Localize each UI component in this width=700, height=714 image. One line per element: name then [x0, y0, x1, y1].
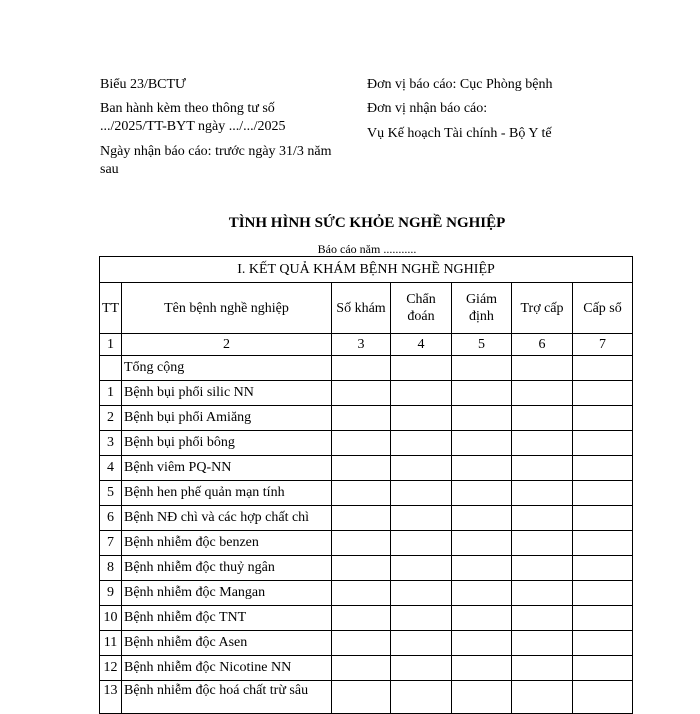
column-number: 4 — [391, 334, 452, 356]
row-number: 12 — [100, 656, 122, 681]
diagnosed-cell — [391, 556, 452, 581]
table-row — [100, 531, 633, 556]
receive-date-line-1: Ngày nhận báo cáo: trước ngày 31/3 năm — [100, 144, 332, 159]
disease-name: Bệnh hen phế quản mạn tính — [122, 481, 332, 506]
row-number: 9 — [100, 581, 122, 606]
examined-cell — [332, 556, 391, 581]
book-issued-cell — [573, 356, 633, 381]
diagnosed-cell — [391, 381, 452, 406]
allowance-cell — [512, 531, 573, 556]
book-issued-cell — [573, 406, 633, 431]
row-number: 3 — [100, 431, 122, 456]
examined-cell — [332, 456, 391, 481]
column-header-tt: TT — [100, 283, 122, 334]
row-number: 2 — [100, 406, 122, 431]
table-row — [100, 406, 633, 431]
column-number: 3 — [332, 334, 391, 356]
diagnosed-cell — [391, 681, 452, 714]
row-number: 6 — [100, 506, 122, 531]
allowance-cell — [512, 431, 573, 456]
disease-name: Tổng cộng — [122, 356, 332, 381]
diagnosed-cell — [391, 506, 452, 531]
disease-name: Bệnh nhiễm độc hoá chất trừ sâu — [122, 681, 332, 714]
diagnosed-cell — [391, 581, 452, 606]
section-title: I. KẾT QUẢ KHÁM BỆNH NGHỀ NGHIỆP — [100, 257, 633, 283]
column-number: 2 — [122, 334, 332, 356]
receiving-unit-label: Đơn vị nhận báo cáo: — [367, 101, 488, 116]
allowance-cell — [512, 631, 573, 656]
assessed-cell — [452, 481, 512, 506]
allowance-cell — [512, 506, 573, 531]
assessed-cell — [452, 456, 512, 481]
disease-name: Bệnh bụi phổi bông — [122, 431, 332, 456]
allowance-cell — [512, 556, 573, 581]
row-number: 5 — [100, 481, 122, 506]
examined-cell — [332, 606, 391, 631]
disease-name: Bệnh nhiễm độc benzen — [122, 531, 332, 556]
examined-cell — [332, 631, 391, 656]
disease-name: Bệnh bụi phổi silic NN — [122, 381, 332, 406]
disease-name: Bệnh bụi phổi Amiăng — [122, 406, 332, 431]
report-title: TÌNH HÌNH SỨC KHỎE NGHỀ NGHIỆP — [228, 215, 506, 231]
report-year: Báo cáo năm ........... — [317, 242, 417, 256]
table-row — [100, 581, 633, 606]
row-number: 10 — [100, 606, 122, 631]
assessed-cell — [452, 356, 512, 381]
allowance-cell — [512, 606, 573, 631]
diagnosed-cell — [391, 356, 452, 381]
examined-cell — [332, 656, 391, 681]
reporting-unit: Đơn vị báo cáo: Cục Phòng bệnh — [367, 77, 553, 92]
disease-name: Bệnh nhiễm độc thuỷ ngân — [122, 556, 332, 581]
examined-cell — [332, 531, 391, 556]
disease-name: Bệnh viêm PQ-NN — [122, 456, 332, 481]
table-row — [100, 381, 633, 406]
table-row — [100, 456, 633, 481]
book-issued-cell — [573, 681, 633, 714]
diagnosed-cell — [391, 631, 452, 656]
assessed-cell — [452, 606, 512, 631]
report-table — [99, 256, 633, 714]
disease-name: Bệnh nhiễm độc TNT — [122, 606, 332, 631]
diagnosed-cell — [391, 606, 452, 631]
column-header-disease-name: Tên bệnh nghề nghiệp — [122, 283, 332, 334]
row-number: 13 — [100, 681, 122, 714]
examined-cell — [332, 431, 391, 456]
column-number: 7 — [573, 334, 633, 356]
disease-name: Bệnh nhiễm độc Asen — [122, 631, 332, 656]
assessed-cell — [452, 506, 512, 531]
table-row — [100, 681, 633, 714]
book-issued-cell — [573, 456, 633, 481]
examined-cell — [332, 581, 391, 606]
book-issued-cell — [573, 556, 633, 581]
book-issued-cell — [573, 506, 633, 531]
row-number — [100, 356, 122, 381]
book-issued-cell — [573, 656, 633, 681]
disease-name: Bệnh nhiễm độc Nicotine NN — [122, 656, 332, 681]
allowance-cell — [512, 356, 573, 381]
book-issued-cell — [573, 631, 633, 656]
receive-date-line-2: sau — [100, 162, 119, 177]
assessed-cell — [452, 556, 512, 581]
table-row — [100, 631, 633, 656]
book-issued-cell — [573, 431, 633, 456]
examined-cell — [332, 381, 391, 406]
table-row — [100, 556, 633, 581]
table-row — [100, 606, 633, 631]
table-row — [100, 506, 633, 531]
receiving-unit: Vụ Kế hoạch Tài chính - Bộ Y tế — [367, 126, 552, 141]
examined-cell — [332, 681, 391, 714]
diagnosed-cell — [391, 656, 452, 681]
disease-name: Bệnh NĐ chì và các hợp chất chì — [122, 506, 332, 531]
allowance-cell — [512, 406, 573, 431]
assessed-cell — [452, 681, 512, 714]
row-number: 11 — [100, 631, 122, 656]
examined-cell — [332, 506, 391, 531]
disease-name: Bệnh nhiễm độc Mangan — [122, 581, 332, 606]
assessed-cell — [452, 656, 512, 681]
issued-by-line-2: .../2025/TT-BYT ngày .../.../2025 — [100, 119, 286, 134]
column-number: 6 — [512, 334, 573, 356]
column-number: 5 — [452, 334, 512, 356]
row-number: 7 — [100, 531, 122, 556]
allowance-cell — [512, 581, 573, 606]
allowance-cell — [512, 681, 573, 714]
column-header-book-issued: Cấp sổ — [573, 283, 633, 334]
column-header-allowance: Trợ cấp — [512, 283, 573, 334]
assessed-cell — [452, 406, 512, 431]
column-number: 1 — [100, 334, 122, 356]
assessed-cell — [452, 581, 512, 606]
allowance-cell — [512, 381, 573, 406]
assessed-cell — [452, 531, 512, 556]
table-row — [100, 656, 633, 681]
book-issued-cell — [573, 606, 633, 631]
assessed-cell — [452, 431, 512, 456]
book-issued-cell — [573, 381, 633, 406]
column-header-diagnosed: Chẩn đoán — [391, 283, 452, 334]
book-issued-cell — [573, 581, 633, 606]
form-code: Biểu 23/BCTƯ — [100, 77, 186, 92]
examined-cell — [332, 406, 391, 431]
issued-by-line-1: Ban hành kèm theo thông tư số — [100, 101, 275, 116]
diagnosed-cell — [391, 456, 452, 481]
allowance-cell — [512, 481, 573, 506]
table-row — [100, 431, 633, 456]
examined-cell — [332, 356, 391, 381]
column-header-examined: Số khám — [332, 283, 391, 334]
row-number: 4 — [100, 456, 122, 481]
allowance-cell — [512, 656, 573, 681]
diagnosed-cell — [391, 481, 452, 506]
book-issued-cell — [573, 481, 633, 506]
diagnosed-cell — [391, 531, 452, 556]
allowance-cell — [512, 456, 573, 481]
diagnosed-cell — [391, 431, 452, 456]
assessed-cell — [452, 381, 512, 406]
examined-cell — [332, 481, 391, 506]
row-number: 1 — [100, 381, 122, 406]
diagnosed-cell — [391, 406, 452, 431]
book-issued-cell — [573, 531, 633, 556]
table-row — [100, 481, 633, 506]
assessed-cell — [452, 631, 512, 656]
column-header-assessed: Giám định — [452, 283, 512, 334]
total-row — [100, 356, 633, 381]
row-number: 8 — [100, 556, 122, 581]
